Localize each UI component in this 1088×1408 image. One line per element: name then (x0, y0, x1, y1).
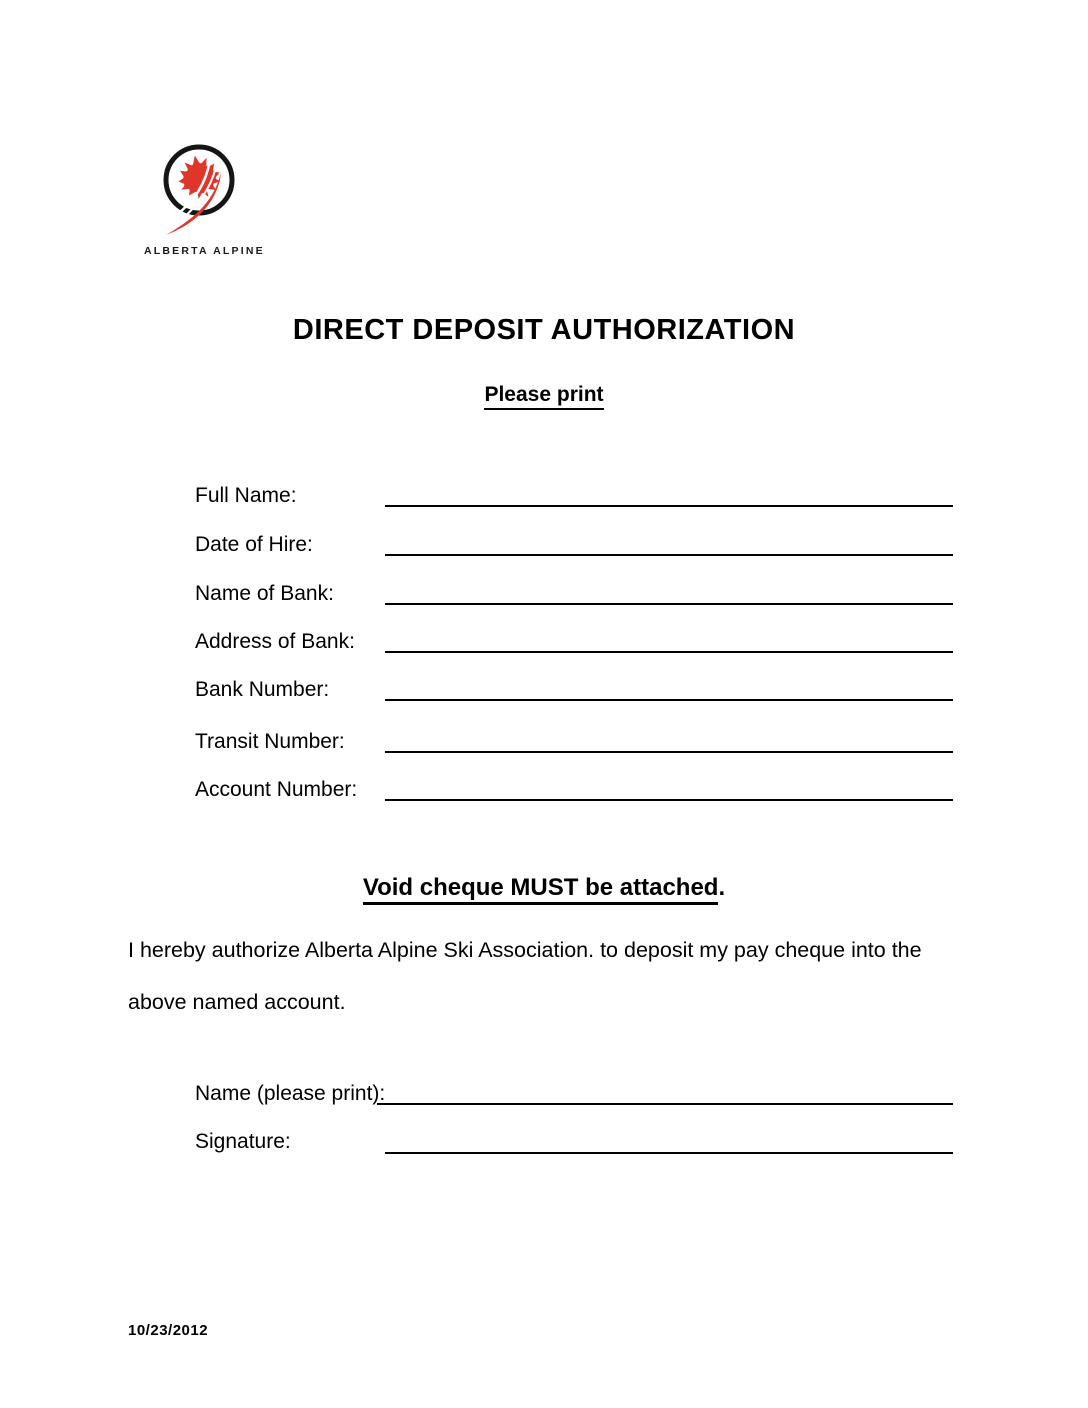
please-print-subtitle: Please print (484, 383, 603, 410)
bank-number-label: Bank Number: (195, 678, 330, 701)
field-row-full-name (0, 485, 1088, 509)
transit-number-label: Transit Number: (195, 730, 345, 753)
signature-field-line[interactable] (385, 1152, 953, 1154)
void-cheque-period: . (718, 874, 726, 901)
transit-number-field-line[interactable] (385, 751, 953, 753)
field-row-account-number (0, 779, 1088, 803)
name-of-bank-label: Name of Bank: (195, 582, 334, 605)
signature-label: Signature: (195, 1130, 291, 1153)
address-of-bank-label: Address of Bank: (195, 630, 355, 653)
maple-leaf-logo-icon (144, 138, 254, 238)
bank-number-field-line[interactable] (385, 699, 953, 701)
account-number-label: Account Number: (195, 778, 358, 801)
authorization-text-line1: I hereby authorize Alberta Alpine Ski Association. to deposit my pay cheque into the (128, 938, 922, 962)
field-row-address-of-bank (0, 631, 1088, 655)
name-of-bank-field-line[interactable] (385, 603, 953, 605)
maple-leaf-shape (174, 151, 224, 202)
full-name-label: Full Name: (195, 484, 297, 507)
name-please-print-label: Name (please print): (195, 1082, 386, 1105)
page-title: DIRECT DEPOSIT AUTHORIZATION (292, 314, 796, 346)
address-of-bank-field-line[interactable] (385, 651, 953, 653)
field-row-transit-number (0, 731, 1088, 755)
full-name-field-line[interactable] (385, 505, 953, 507)
void-cheque-underlined-text: Void cheque MUST be attached (363, 874, 719, 905)
alberta-alpine-logo (144, 138, 265, 257)
field-row-bank-number (0, 679, 1088, 703)
name-please-print-field-line[interactable] (377, 1103, 953, 1105)
date-of-hire-field-line[interactable] (385, 554, 953, 556)
account-number-field-line[interactable] (385, 799, 953, 801)
field-row-date-of-hire (0, 534, 1088, 558)
void-cheque-notice (0, 874, 1088, 902)
authorization-text-line2: above named account. (128, 990, 346, 1014)
field-row-name-of-bank (0, 583, 1088, 607)
logo-org-name: ALBERTA ALPINE (144, 245, 265, 257)
date-of-hire-label: Date of Hire: (195, 533, 313, 556)
footer-date: 10/23/2012 (128, 1322, 209, 1339)
